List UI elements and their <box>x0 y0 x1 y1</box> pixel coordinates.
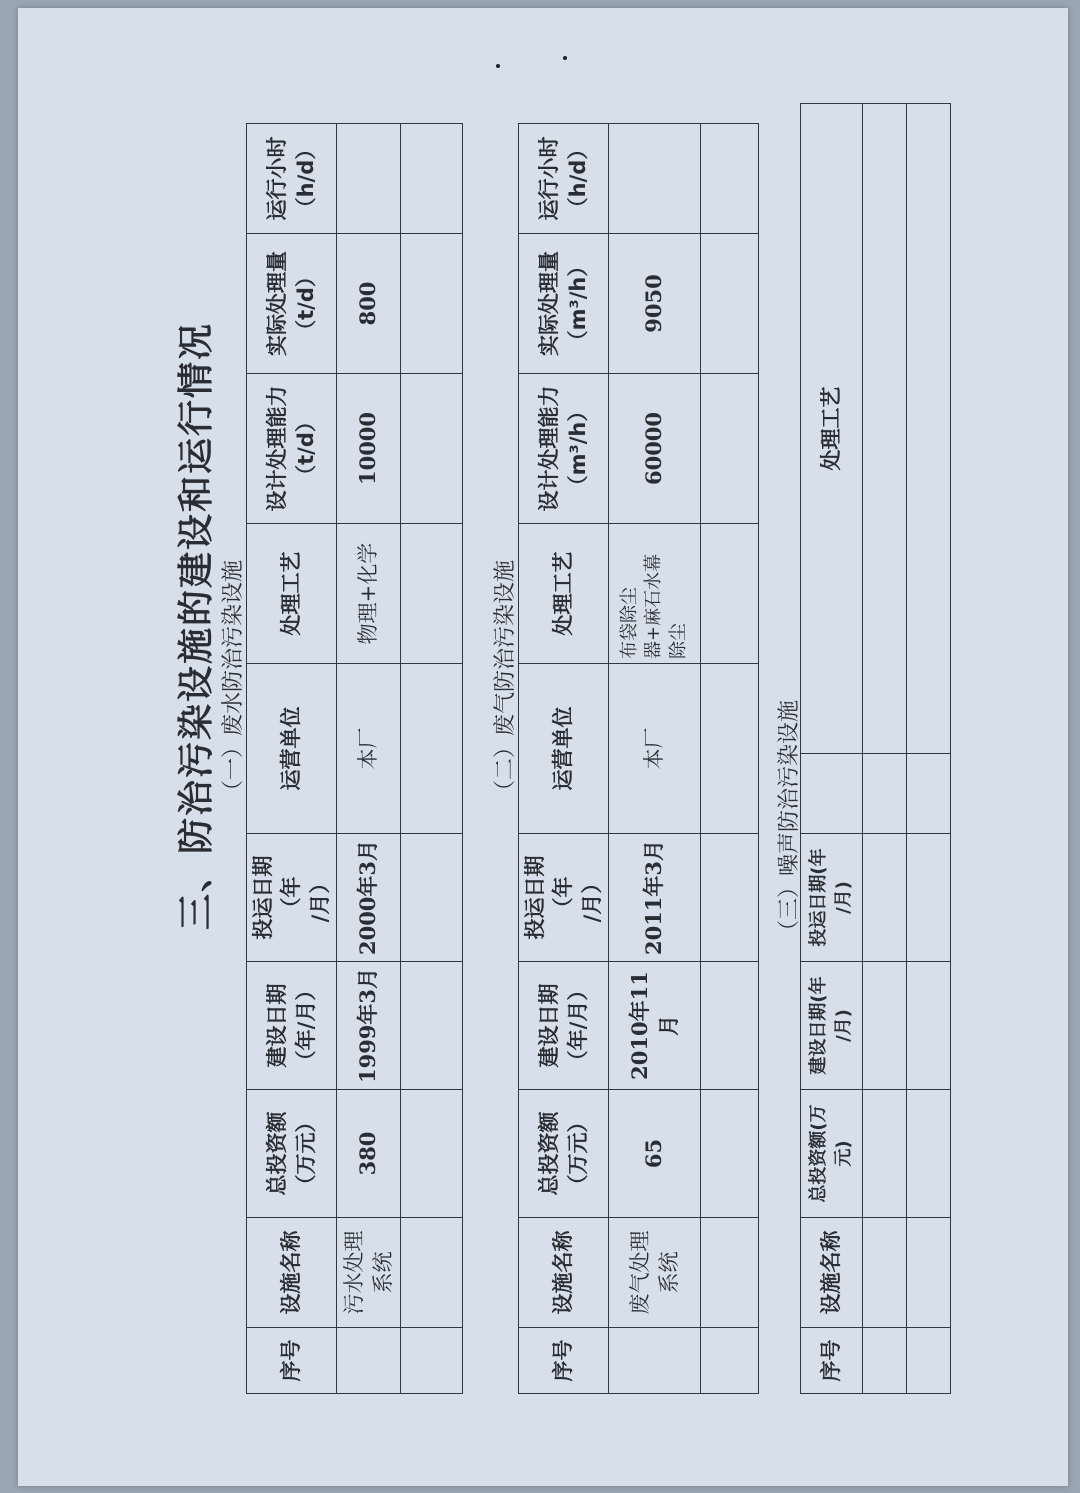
table-cell <box>701 1090 759 1218</box>
table-cell: 本厂 <box>337 664 401 834</box>
header-cell: 设计处理能力 （t/d） <box>247 374 337 524</box>
table-cell <box>609 124 701 234</box>
table-cell <box>701 124 759 234</box>
table-row <box>863 104 907 1394</box>
table-cell <box>907 962 951 1090</box>
table-cell: 污水处理 系统 <box>337 1218 401 1328</box>
table-cell <box>401 524 463 664</box>
ink-speck <box>563 56 567 60</box>
table-cell <box>863 104 907 754</box>
noise-section-title: （三）噪声防治污染设施 <box>777 700 802 943</box>
header-cell: 处理工艺 <box>519 524 609 664</box>
table-cell: 65 <box>609 1090 701 1218</box>
header-cell: 总投资额(万 元) <box>801 1090 863 1218</box>
table-cell <box>863 754 907 834</box>
table-cell <box>401 234 463 374</box>
wastewater-table <box>246 123 463 1394</box>
table-cell: 本厂 <box>609 664 701 834</box>
waste-gas-section-title: （二）废气防治污染设施 <box>493 560 518 803</box>
table-cell <box>701 962 759 1090</box>
wastewater-section-title: （一）废水防治污染设施 <box>221 560 246 803</box>
wastewater-header-row <box>247 124 337 1394</box>
header-cell: 建设日期(年 /月) <box>801 962 863 1090</box>
table-cell <box>907 1090 951 1218</box>
ink-speck <box>496 64 500 68</box>
header-cell: 设施名称 <box>247 1218 337 1328</box>
document-title: 三、防治污染设施的建设和运行情况 <box>176 322 217 931</box>
table-cell <box>907 834 951 962</box>
table-cell <box>401 124 463 234</box>
header-cell: 总投资额 （万元） <box>247 1090 337 1218</box>
table-cell: 800 <box>337 234 401 374</box>
header-cell: 总投资额 （万元） <box>519 1090 609 1218</box>
table-cell: 380 <box>337 1090 401 1218</box>
table-cell: 布袋除尘 器+麻石水幕 除尘 <box>609 524 701 664</box>
header-cell: 序号 <box>519 1328 609 1394</box>
noise-header-row <box>801 104 863 1394</box>
header-cell: 处理工艺 <box>801 104 863 754</box>
table-cell: 9050 <box>609 234 701 374</box>
table-cell <box>401 1218 463 1328</box>
header-cell: 运行小时 （h/d） <box>519 124 609 234</box>
table-cell <box>337 124 401 234</box>
header-cell: 建设日期 （年/月） <box>247 962 337 1090</box>
header-cell: 建设日期 （年/月） <box>519 962 609 1090</box>
table-cell <box>863 1218 907 1328</box>
header-cell: 投运日期（年 /月） <box>519 834 609 962</box>
table-cell <box>701 234 759 374</box>
header-cell: 处理工艺 <box>247 524 337 664</box>
header-cell: 设计处理能力 （m³/h） <box>519 374 609 524</box>
table-cell <box>401 834 463 962</box>
table-cell <box>701 1218 759 1328</box>
table-cell <box>609 1328 701 1394</box>
header-cell: 序号 <box>247 1328 337 1394</box>
table-cell: 1999年3月 <box>337 962 401 1090</box>
table-cell <box>701 374 759 524</box>
table-cell <box>701 1328 759 1394</box>
table-cell <box>401 1090 463 1218</box>
header-cell: 投运日期(年 /月) <box>801 834 863 962</box>
rotated-content <box>18 8 1068 1486</box>
header-cell: 设施名称 <box>801 1218 863 1328</box>
header-cell <box>801 754 863 834</box>
header-cell: 运营单位 <box>519 664 609 834</box>
waste-gas-table <box>518 123 759 1394</box>
table-cell <box>907 1328 951 1394</box>
table-cell: 60000 <box>609 374 701 524</box>
table-cell <box>401 664 463 834</box>
table-cell: 10000 <box>337 374 401 524</box>
table-cell <box>907 754 951 834</box>
table-cell <box>863 1328 907 1394</box>
waste-gas-header-row <box>519 124 609 1394</box>
table-cell <box>337 1328 401 1394</box>
document-page <box>18 8 1068 1486</box>
table-cell <box>401 1328 463 1394</box>
table-row <box>337 124 401 1394</box>
table-cell <box>701 524 759 664</box>
table-cell <box>863 962 907 1090</box>
header-cell: 实际处理量 （m³/h） <box>519 234 609 374</box>
table-cell <box>701 834 759 962</box>
header-cell: 运行小时 （h/d） <box>247 124 337 234</box>
table-cell <box>907 1218 951 1328</box>
table-cell <box>401 962 463 1090</box>
table-cell: 2011年3月 <box>609 834 701 962</box>
table-cell <box>863 834 907 962</box>
table-cell <box>863 1090 907 1218</box>
table-row <box>401 124 463 1394</box>
table-row <box>907 104 951 1394</box>
header-cell: 实际处理量 （t/d） <box>247 234 337 374</box>
header-cell: 设施名称 <box>519 1218 609 1328</box>
header-cell: 投运日期（年 /月） <box>247 834 337 962</box>
table-row <box>609 124 701 1394</box>
table-cell: 物理+化学 <box>337 524 401 664</box>
table-cell: 2000年3月 <box>337 834 401 962</box>
table-cell: 废气处理 系统 <box>609 1218 701 1328</box>
noise-table <box>800 103 951 1394</box>
table-cell <box>401 374 463 524</box>
header-cell: 运营单位 <box>247 664 337 834</box>
header-cell: 序号 <box>801 1328 863 1394</box>
table-cell: 2010年11月 <box>609 962 701 1090</box>
table-cell <box>907 104 951 754</box>
table-cell <box>701 664 759 834</box>
table-row <box>701 124 759 1394</box>
